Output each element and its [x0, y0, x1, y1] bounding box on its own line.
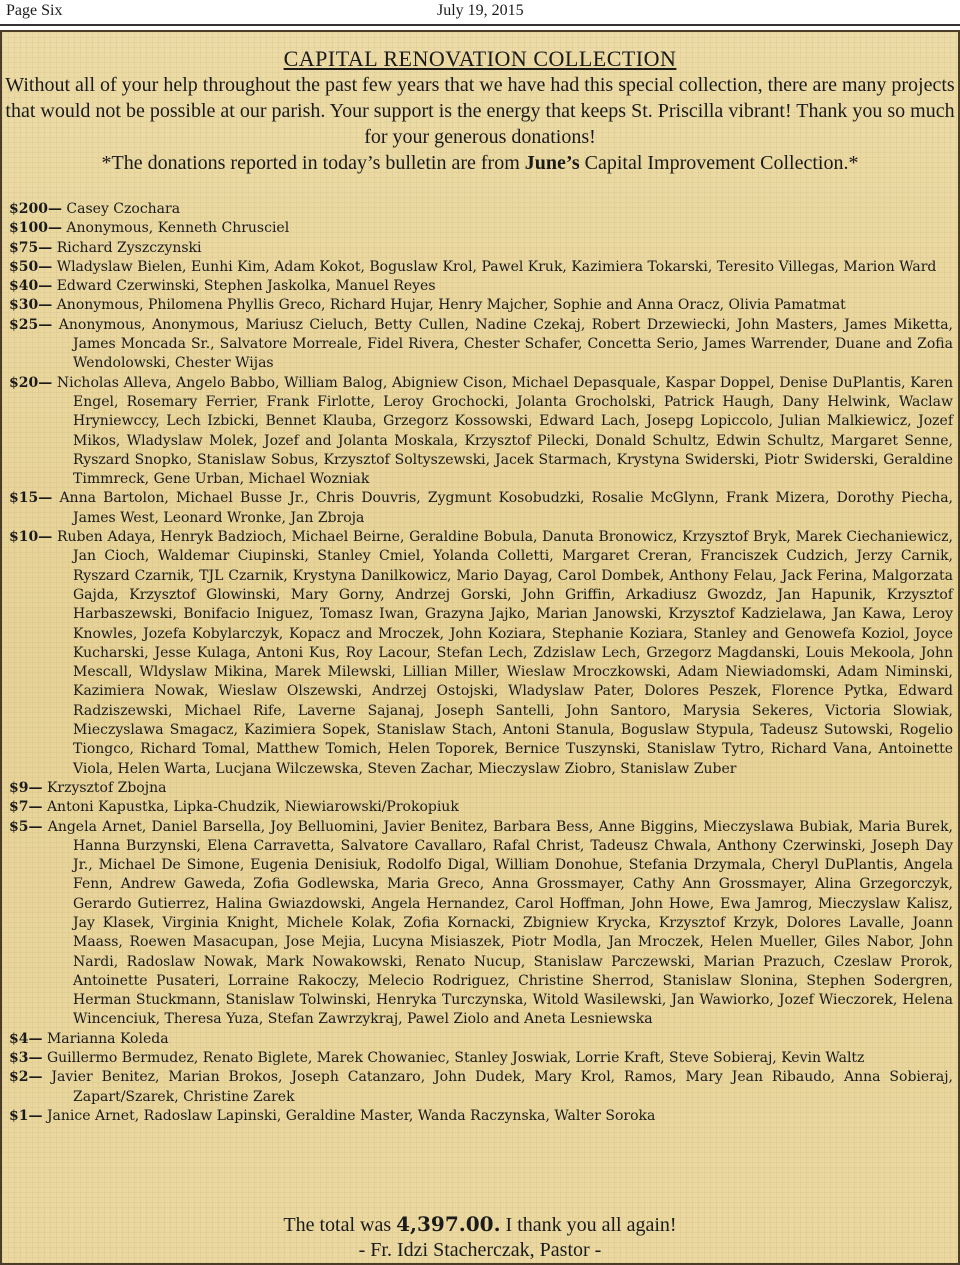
donation-amount: $2—: [9, 1069, 43, 1086]
total-amount: 4,397.00.: [396, 1212, 501, 1236]
donation-amount: $20—: [9, 374, 53, 391]
notice-block: [2, 46, 958, 176]
collection-panel: [0, 30, 960, 1265]
donor-names: Marianna Koleda: [46, 1030, 169, 1047]
donation-entry: [9, 1030, 953, 1049]
donation-amount: $1—: [9, 1107, 43, 1124]
donation-amount: $30—: [9, 297, 53, 314]
total-prefix: The total was: [283, 1214, 397, 1236]
donation-entry: [9, 489, 953, 528]
donation-amount: $5—: [9, 818, 43, 835]
donation-amount: $4—: [9, 1030, 43, 1047]
donation-amount: $40—: [9, 278, 53, 295]
donation-list: [9, 200, 953, 1126]
page-number: Page Six: [6, 2, 63, 19]
donation-entry: [9, 296, 953, 315]
donation-entry: [9, 219, 953, 238]
donor-names: Anonymous, Anonymous, Mariusz Cieluch, Betty Cullen, Nadine Czekaj, Robert Drzewiecki, John Masters, James Miketta, James Moncada Sr., Salvatore Morreale, Fidel Rivera, Chester Schafer, Concetta Serio, James Warrender, Duane and Zofia Wendolowski, Chester Wijas: [58, 316, 954, 372]
donor-names: Antoni Kapustka, Lipka-Chudzik, Niewiarowski/Prokopiuk: [46, 799, 459, 816]
pastor-signature: - Fr. Idzi Stacherczak, Pastor -: [358, 1239, 602, 1261]
notice-footnote: [2, 150, 958, 176]
donor-names: Javier Benitez, Marian Brokos, Joseph Catanzaro, John Dudek, Mary Krol, Ramos, Mary Jean Ribaudo, Anna Sobieraj, Zapart/Szarek, Christine Zarek: [51, 1069, 953, 1105]
donor-names: Anonymous, Philomena Phyllis Greco, Richard Hujar, Henry Majcher, Sophie and Anna Oracz, Olivia Pamatmat: [56, 297, 846, 314]
donation-amount: $9—: [9, 779, 43, 796]
donation-amount: $15—: [9, 490, 53, 507]
donation-entry: [9, 798, 953, 817]
donation-entry: [9, 818, 953, 1030]
donation-amount: $25—: [9, 316, 53, 333]
bulletin-date: July 19, 2015: [437, 2, 524, 19]
notice-title: CAPITAL RENOVATION COLLECTION: [283, 46, 677, 71]
footnote-after: Capital Improvement Collection.*: [579, 152, 859, 174]
donation-entry: [9, 258, 953, 277]
donor-names: Casey Czochara: [66, 201, 181, 217]
donor-names: Edward Czerwinski, Stephen Jaskolka, Manuel Reyes: [56, 278, 436, 295]
total-line: [2, 1212, 958, 1238]
donation-entry: [9, 200, 953, 219]
donation-entry: [9, 1049, 953, 1068]
donation-amount: $50—: [9, 258, 53, 275]
donor-names: Guillermo Bermudez, Renato Biglete, Marek Chowaniec, Stanley Joswiak, Lorrie Kraft, Steve Sobieraj, Kevin Waltz: [46, 1050, 865, 1067]
total-suffix: I thank you all again!: [500, 1214, 677, 1236]
donation-entry: [9, 277, 953, 296]
notice-body: Without all of your help throughout the past few years that we have had this special collection, there are many projects that would not be possible at our parish. Your support is the energy that keeps St. Priscilla vibrant! Thank you so much for your generous donations!: [5, 74, 955, 148]
donation-entry: [9, 316, 953, 374]
donor-names: Krzysztof Zbojna: [46, 779, 167, 796]
donation-amount: $100—: [9, 220, 62, 237]
donor-names: Angela Arnet, Daniel Barsella, Joy Belluomini, Javier Benitez, Barbara Bess, Anne Biggins, Mieczyslawa Bubiak, Maria Burek, Hanna Burzynski, Elena Carravetta, Salvatore Cavallaro, Rafal Christ, Tadeusz Chwala, Anthony Czerwinski, Joseph Day Jr., Michael De Simone, Eugenia Denisiuk, Rodolfo Digal, William Donohue, Stefania Drzymala, Cheryl DuPlantis, Angela Fenn, Andrew Gaweda, Zofia Godlewska, Maria Greco, Anna Grossmayer, Cathy Ann Grossmayer, Alina Grzegorczyk, Gerardo Gutierrez, Halina Gwiazdowski, Angela Hernandez, Carol Hoffman, John Howe, Ewa Jamrog, Mieczyslaw Kalisz, Jay Klasek, Virginia Knight, Michele Kolak, Zofia Kornacki, Zbigniew Krycka, Krzysztof Krzyk, Dolores Lavalle, Joann Maass, Roewen Masacupan, Jose Mejia, Lucyna Misiaszek, Piotr Modla, Jan Mroczek, Helen Mueller, Giles Nabor, John Nardi, Radoslaw Nowak, Mark Nowakowski, Renato Nucup, Stanislaw Parczewski, Marian Prazuch, Czeslaw Prorok, Antoinette Pusateri, Lorraine Rakoczy, Melecio Rodriguez, Christine Sherrod, Stanislaw Slonina, Stephen Sodergren, Herman Stuckmann, Stanislaw Tolwinski, Henryka Turczynska, Witold Wasilewski, Jan Wawiorko, Jozef Wieczorek, Helena Wincenciuk, Theresa Yuza, Stefan Zawrzykraj, Pawel Ziolo and Aneta Lesniewska: [47, 818, 953, 1028]
donor-names: Ruben Adaya, Henryk Badzioch, Michael Beirne, Geraldine Bobula, Danuta Bronowicz, Krzysztof Bryk, Marek Ciechaniewicz, Jan Cioch, Waldemar Ciupinski, Stanley Cmiel, Yolanda Colletti, Margaret Creran, Franciszek Cudzich, Jerzy Carnik, Ryszard Czarnik, TJL Czarnik, Krystyna Danilkowicz, Mario Dayag, Carol Dombek, Anthony Felau, Jack Ferina, Malgorzata Gajda, Krzysztof Glowinski, Mary Gorny, Andrzej Gorski, John Griffin, Arkadiusz Gwozdz, Jan Hapunik, Krzysztof Harbaszewski, Bonifacio Iniguez, Tomasz Iwan, Grazyna Jajko, Marian Janowski, Krzysztof Kadzielawa, Jan Kawa, Leroy Knowles, Jozefa Kobylarczyk, Kopacz and Mroczek, John Koziara, Stephanie Koziara, Stanley and Genowefa Koziol, Joyce Kucharski, Jesse Kulaga, Antoni Kus, Roy Lacour, Stefan Lech, Zdzislaw Lech, Grzegorz Magdanski, Louis Mekoola, John Mescall, Wldyslaw Mikina, Marek Milewski, Lillian Miller, Wieslaw Mroczkowski, Adam Niewiadomski, Adam Niminski, Kazimiera Nowak, Wieslaw Olszewski, Andrzej Ostojski, Wladyslaw Pater, Dolores Peszek, Florence Pytka, Edward Radziszewski, Michael Rife, Laverne Sajanaj, Joseph Santelli, John Santoro, Marysia Sekeres, Victoria Slowiak, Mieczyslawa Smagacz, Kazimiera Sopek, Stanislaw Stach, Antoni Stanula, Boguslaw Stypula, Tadeusz Sutowski, Rogelio Tiongco, Richard Tomal, Matthew Tomich, Helen Toporek, Bernice Tuszynski, Stanislaw Tytro, Richard Vana, Antoinette Viola, Helen Warta, Lucjana Wilczewska, Steven Zachar, Mieczyslaw Ziobro, Stanislaw Zuber: [56, 529, 953, 777]
donation-entry: [9, 1068, 953, 1107]
page-header: [0, 0, 960, 26]
donor-names: Janice Arnet, Radoslaw Lapinski, Geraldine Master, Wanda Raczynska, Walter Soroka: [46, 1107, 656, 1124]
donation-entry: [9, 239, 953, 258]
donation-amount: $7—: [9, 799, 43, 816]
donor-names: Anonymous, Kenneth Chrusciel: [66, 220, 290, 237]
donation-amount: $3—: [9, 1050, 43, 1067]
footnote-month: June’s: [524, 152, 580, 174]
donation-amount: $75—: [9, 239, 53, 256]
donation-amount: $200—: [9, 201, 62, 217]
donation-entry: [9, 374, 953, 490]
donor-names: Richard Zyszczynski: [56, 239, 202, 256]
closing-block: [2, 1212, 958, 1263]
donation-entry: [9, 779, 953, 798]
donation-amount: $10—: [9, 529, 53, 546]
donation-entry: [9, 1107, 953, 1126]
donation-entry: [9, 528, 953, 779]
donor-names: Anna Bartolon, Michael Busse Jr., Chris Douvris, Zygmunt Kosobudzki, Rosalie McGlynn, Frank Mizera, Dorothy Piecha, James West, Leonard Wronke, Jan Zbroja: [59, 490, 954, 526]
donor-names: Nicholas Alleva, Angelo Babbo, William Balog, Abigniew Cison, Michael Depasquale, Kaspar Doppel, Denise DuPlantis, Karen Engel, Rosemary Ferrier, Frank Firlotte, Leroy Grochocki, Jolanta Grocholski, Patrick Haugh, Dany Helwink, Waclaw Hryniewccy, Lech Izbicki, Bennet Klauba, Grzegorz Kossowski, Edward Lach, Josepg Lopiccolo, Julian Malkiewicz, Jozef Mikos, Wladyslaw Molek, Jozef and Jolanta Moskala, Krzysztof Pilecki, Donald Schultz, Edwin Schultz, Margaret Senne, Ryszard Snopko, Stanislaw Sobus, Krzysztof Soltyszewski, Jacek Starmach, Krystyna Swiderski, Piotr Swiderski, Geraldine Timmreck, Gene Urban, Michael Wozniak: [56, 374, 954, 488]
footnote-before: *The donations reported in today’s bulletin are from: [101, 152, 525, 174]
donor-names: Wladyslaw Bielen, Eunhi Kim, Adam Kokot, Boguslaw Krol, Pawel Kruk, Kazimiera Tokarski, Teresito Villegas, Marion Ward: [56, 258, 937, 275]
